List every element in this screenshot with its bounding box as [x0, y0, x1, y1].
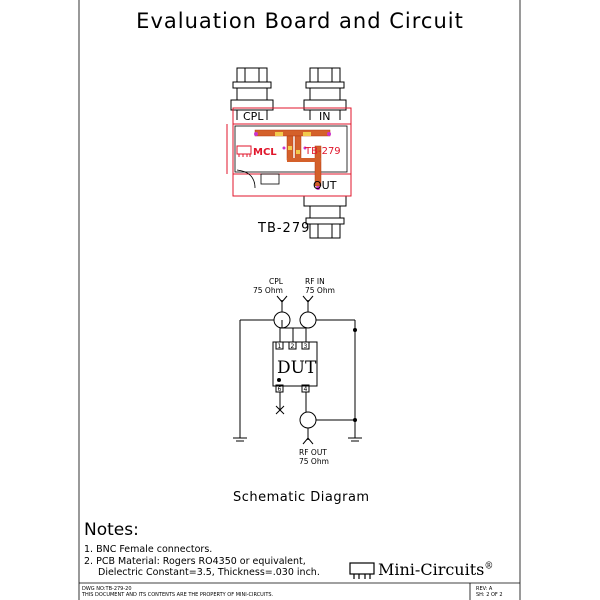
registered-mark: ® — [484, 561, 494, 572]
footer-disclaimer: THIS DOCUMENT AND ITS CONTENTS ARE THE PROPERTY OF MINI-CIRCUITS. — [82, 592, 274, 598]
dut-label: DUT — [277, 358, 317, 378]
schematic-title: Schematic Diagram — [233, 490, 370, 505]
page-title: Evaluation Board and Circuit — [136, 9, 464, 33]
board-mcl-text: MCL — [253, 147, 277, 158]
note-2-continued: Dielectric Constant=3.5, Thickness=.030 inch. — [98, 567, 320, 578]
schematic-cpl-impedance: 75 Ohm — [253, 286, 283, 295]
pin-4-label: 4 — [303, 386, 308, 393]
pin-6-label: 6 — [277, 386, 282, 393]
schematic-rfout-impedance: 75 Ohm — [299, 457, 329, 466]
mcl-logo-icon — [237, 146, 251, 157]
drawing-number: DWG NO:TB-279-20 — [82, 586, 132, 592]
board-port-cpl: CPL — [243, 110, 264, 123]
pin-2-label: 2 — [290, 343, 295, 350]
pin-3-label: 3 — [303, 343, 308, 350]
sheet-number: SH: 2 OF 2 — [476, 592, 503, 598]
rf-traces — [255, 130, 330, 186]
schematic-rfin-label: RF IN — [305, 277, 325, 286]
pin-1-label: 1 — [277, 343, 282, 350]
board-part-text: TB-279 — [305, 146, 341, 157]
company-logo-text — [378, 560, 493, 579]
note-1: 1. BNC Female connectors. — [84, 544, 213, 555]
schematic-cpl-label: CPL — [269, 277, 283, 286]
revision: REV: A — [476, 586, 493, 592]
note-2: 2. PCB Material: Rogers RO4350 or equivalent, — [84, 556, 306, 567]
mini-circuits-logo-icon — [348, 560, 376, 580]
board-port-out: OUT — [313, 179, 337, 192]
schematic — [225, 272, 385, 472]
schematic-rfin-impedance: 75 Ohm — [305, 286, 335, 295]
board-port-in: IN — [319, 110, 331, 123]
board-label: TB-279 — [258, 221, 311, 236]
logo-wordmark: Mini-Circuits — [378, 560, 485, 579]
schematic-rfout-label: RF OUT — [299, 448, 327, 457]
notes-heading: Notes: — [84, 520, 139, 540]
